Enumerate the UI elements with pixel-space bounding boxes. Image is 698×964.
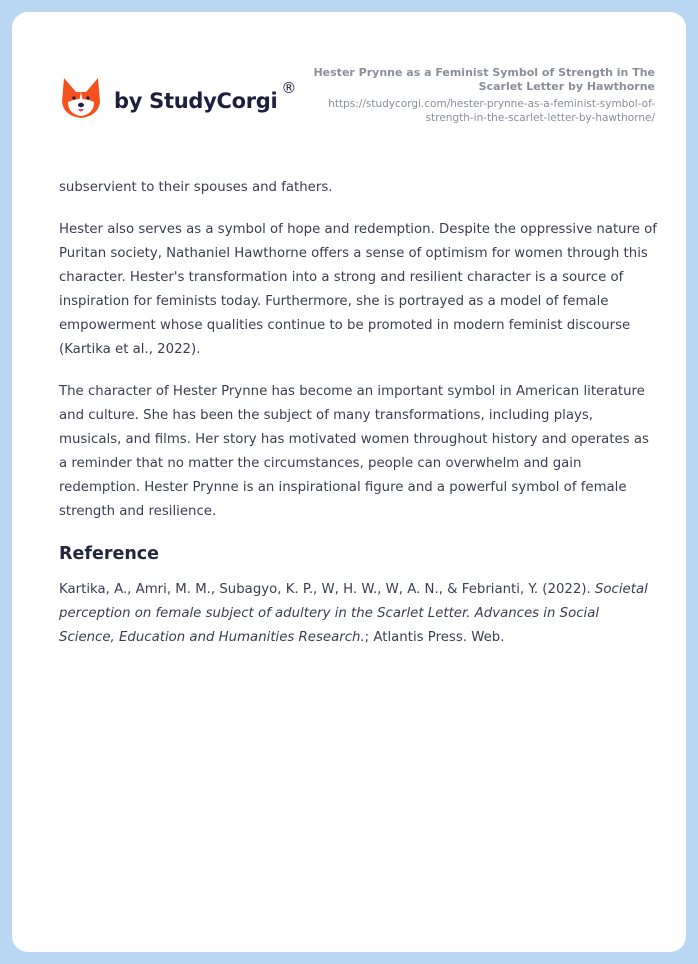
registered-mark: ®: [281, 79, 297, 97]
corgi-logo-icon: [60, 76, 102, 120]
document-body: [59, 176, 657, 668]
page-header: [12, 12, 686, 162]
reference-authors: Kartika, A., Amri, M. M., Subagyo, K. P., W, H. W., W, A. N., & Febrianti, Y. (2022).: [59, 582, 595, 597]
document-url[interactable]: https://studycorgi.com/hester-prynne-as-a-feminist-symbol-of-strength-in-the-scarlet-letter-by-hawthorne/: [328, 98, 655, 124]
reference-publisher: ; Atlantis Press. Web.: [364, 630, 505, 645]
logo-text: by StudyCorgi: [114, 89, 278, 113]
paragraph: The character of Hester Prynne has become an important symbol in American literature and culture. She has been the subject of many transformations, including plays, musicals, and films. Her story has motivated women throughout history and operates as a reminder that no matter the circumstances, people can overwhelm and gain redemption. Hester Prynne is an inspirational figure and a powerful symbol of female strength and resilience.: [59, 384, 649, 519]
studycorgi-logo[interactable]: [60, 76, 296, 120]
document-card: [12, 12, 686, 952]
document-title: Hester Prynne as a Feminist Symbol of Strength in The Scarlet Letter by Hawthorne: [313, 66, 655, 93]
reference-heading: Reference: [59, 544, 160, 564]
paragraph: subservient to their spouses and fathers.: [59, 180, 333, 195]
header-meta: [295, 66, 655, 125]
reference-entry: [59, 578, 657, 650]
paragraph: Hester also serves as a symbol of hope and redemption. Despite the oppressive nature of Puritan society, Nathaniel Hawthorne offers a sense of optimism for women through this character. Hester's transformation into a strong and resilient character is a source of inspiration for feminists today. Furthermore, she is portrayed as a model of female empowerment whose qualities continue to be promoted in modern feminist discourse (Kartika et al., 2022).: [59, 222, 657, 357]
reference-title: Societal perception on female subject of adultery in the Scarlet Letter. Advances in Social Science, Education and Humanities Research.: [59, 582, 648, 645]
